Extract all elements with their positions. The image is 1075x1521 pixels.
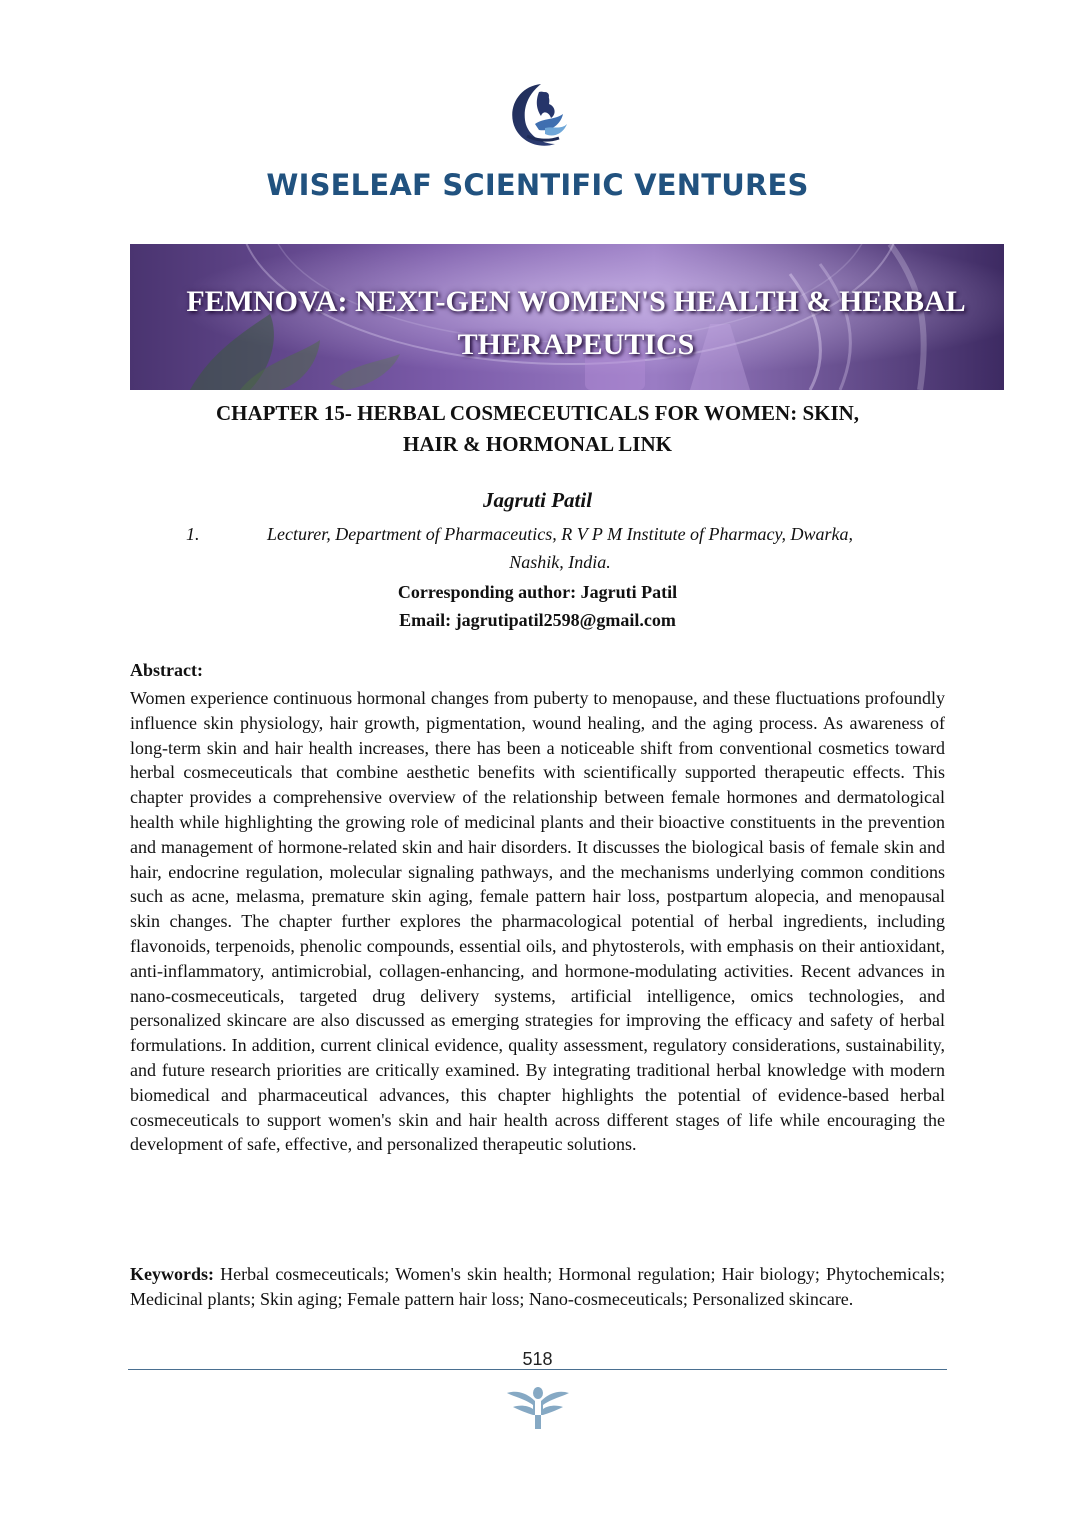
affiliation-line-2: Nashik, India. (509, 552, 611, 572)
chapter-title-line-2: HAIR & HORMONAL LINK (403, 432, 672, 456)
corresponding-author: Corresponding author: Jagruti Patil (397, 582, 678, 602)
page-number: 518 (522, 1349, 553, 1369)
author-name: Jagruti Patil (482, 488, 593, 512)
author-affiliation (180, 520, 940, 576)
keywords-text: Herbal cosmeceuticals; Women's skin health; Hormonal regulation; Hair biology; Phytochemicals; Medicinal plants; Skin aging; Female pattern hair loss; Nano-cosmeceuticals; Personalized skincare. (130, 1264, 945, 1309)
book-title-line-2: THERAPEUTICS (457, 328, 695, 361)
chapter-title (130, 398, 945, 460)
chapter-title-line-1: CHAPTER 15- HERBAL COSMECEUTICALS FOR WOMEN: SKIN, (215, 401, 860, 425)
book-title-banner (130, 244, 1004, 390)
abstract-heading: Abstract: (130, 660, 203, 680)
book-title-line-1: FEMNOVA: NEXT-GEN WOMEN'S HEALTH & HERBAL (186, 285, 966, 318)
abstract-text: Women experience continuous hormonal changes from puberty to menopause, and these fluctuations profoundly influence skin physiology, hair growth, pigmentation, wound healing, and the aging process. As awareness of long-term skin and hair health increases, there has been a noticeable shift from conventional cosmetics toward herbal cosmeceuticals that combine aesthetic benefits with scientifically supported therapeutic effects. This chapter provides a comprehensive overview of the relationship between female hormones and dermatological health while highlighting the growing role of medicinal plants and their bioactive constituents in the prevention and management of hormone-related skin and hair disorders. It discusses the biological basis of female skin and hair, endocrine regulation, molecular signaling pathways, and the mechanisms underlying common conditions such as acne, melasma, premature skin aging, female pattern hair loss, postpartum alopecia, and menopausal skin changes. The chapter further explores the pharmacological potential of herbal ingredients, including flavonoids, terpenoids, phenolic compounds, essential oils, and phytosterols, with emphasis on their antioxidant, anti-inflammatory, antimicrobial, collagen-enhancing, and hormone-modulating activities. Recent advances in nano-cosmeceuticals, targeted drug delivery systems, artificial intelligence, omics technologies, and personalized skincare are also discussed as emerging strategies for improving the efficacy and safety of herbal formulations. In addition, current clinical evidence, quality assessment, regulatory considerations, sustainability, and future research priorities are critically examined. By integrating traditional herbal knowledge with modern biomedical and pharmaceutical advances, this chapter highlights the potential of evidence-based herbal cosmeceuticals to support women's skin and hair health across different stages of life while encouraging the development of safe, effective, and personalized therapeutic solutions. (130, 688, 945, 1155)
wiseleaf-logo-icon (505, 78, 571, 152)
footer-divider (128, 1369, 947, 1370)
footer-leaf-icon (505, 1385, 571, 1431)
keywords-label: Keywords: (130, 1264, 214, 1284)
affiliation-line-1: Lecturer, Department of Pharmaceutics, R V P M Institute of Pharmacy, Dwarka, (266, 524, 854, 544)
affiliation-number: 1. (186, 524, 200, 544)
author-email: Email: jagrutipatil2598@gmail.com (399, 610, 676, 630)
keywords-paragraph (130, 1262, 945, 1312)
publisher-name: WISELEAF SCIENTIFIC VENTURES (266, 168, 809, 202)
correspondence-block (0, 578, 1075, 634)
book-title (130, 280, 1004, 366)
